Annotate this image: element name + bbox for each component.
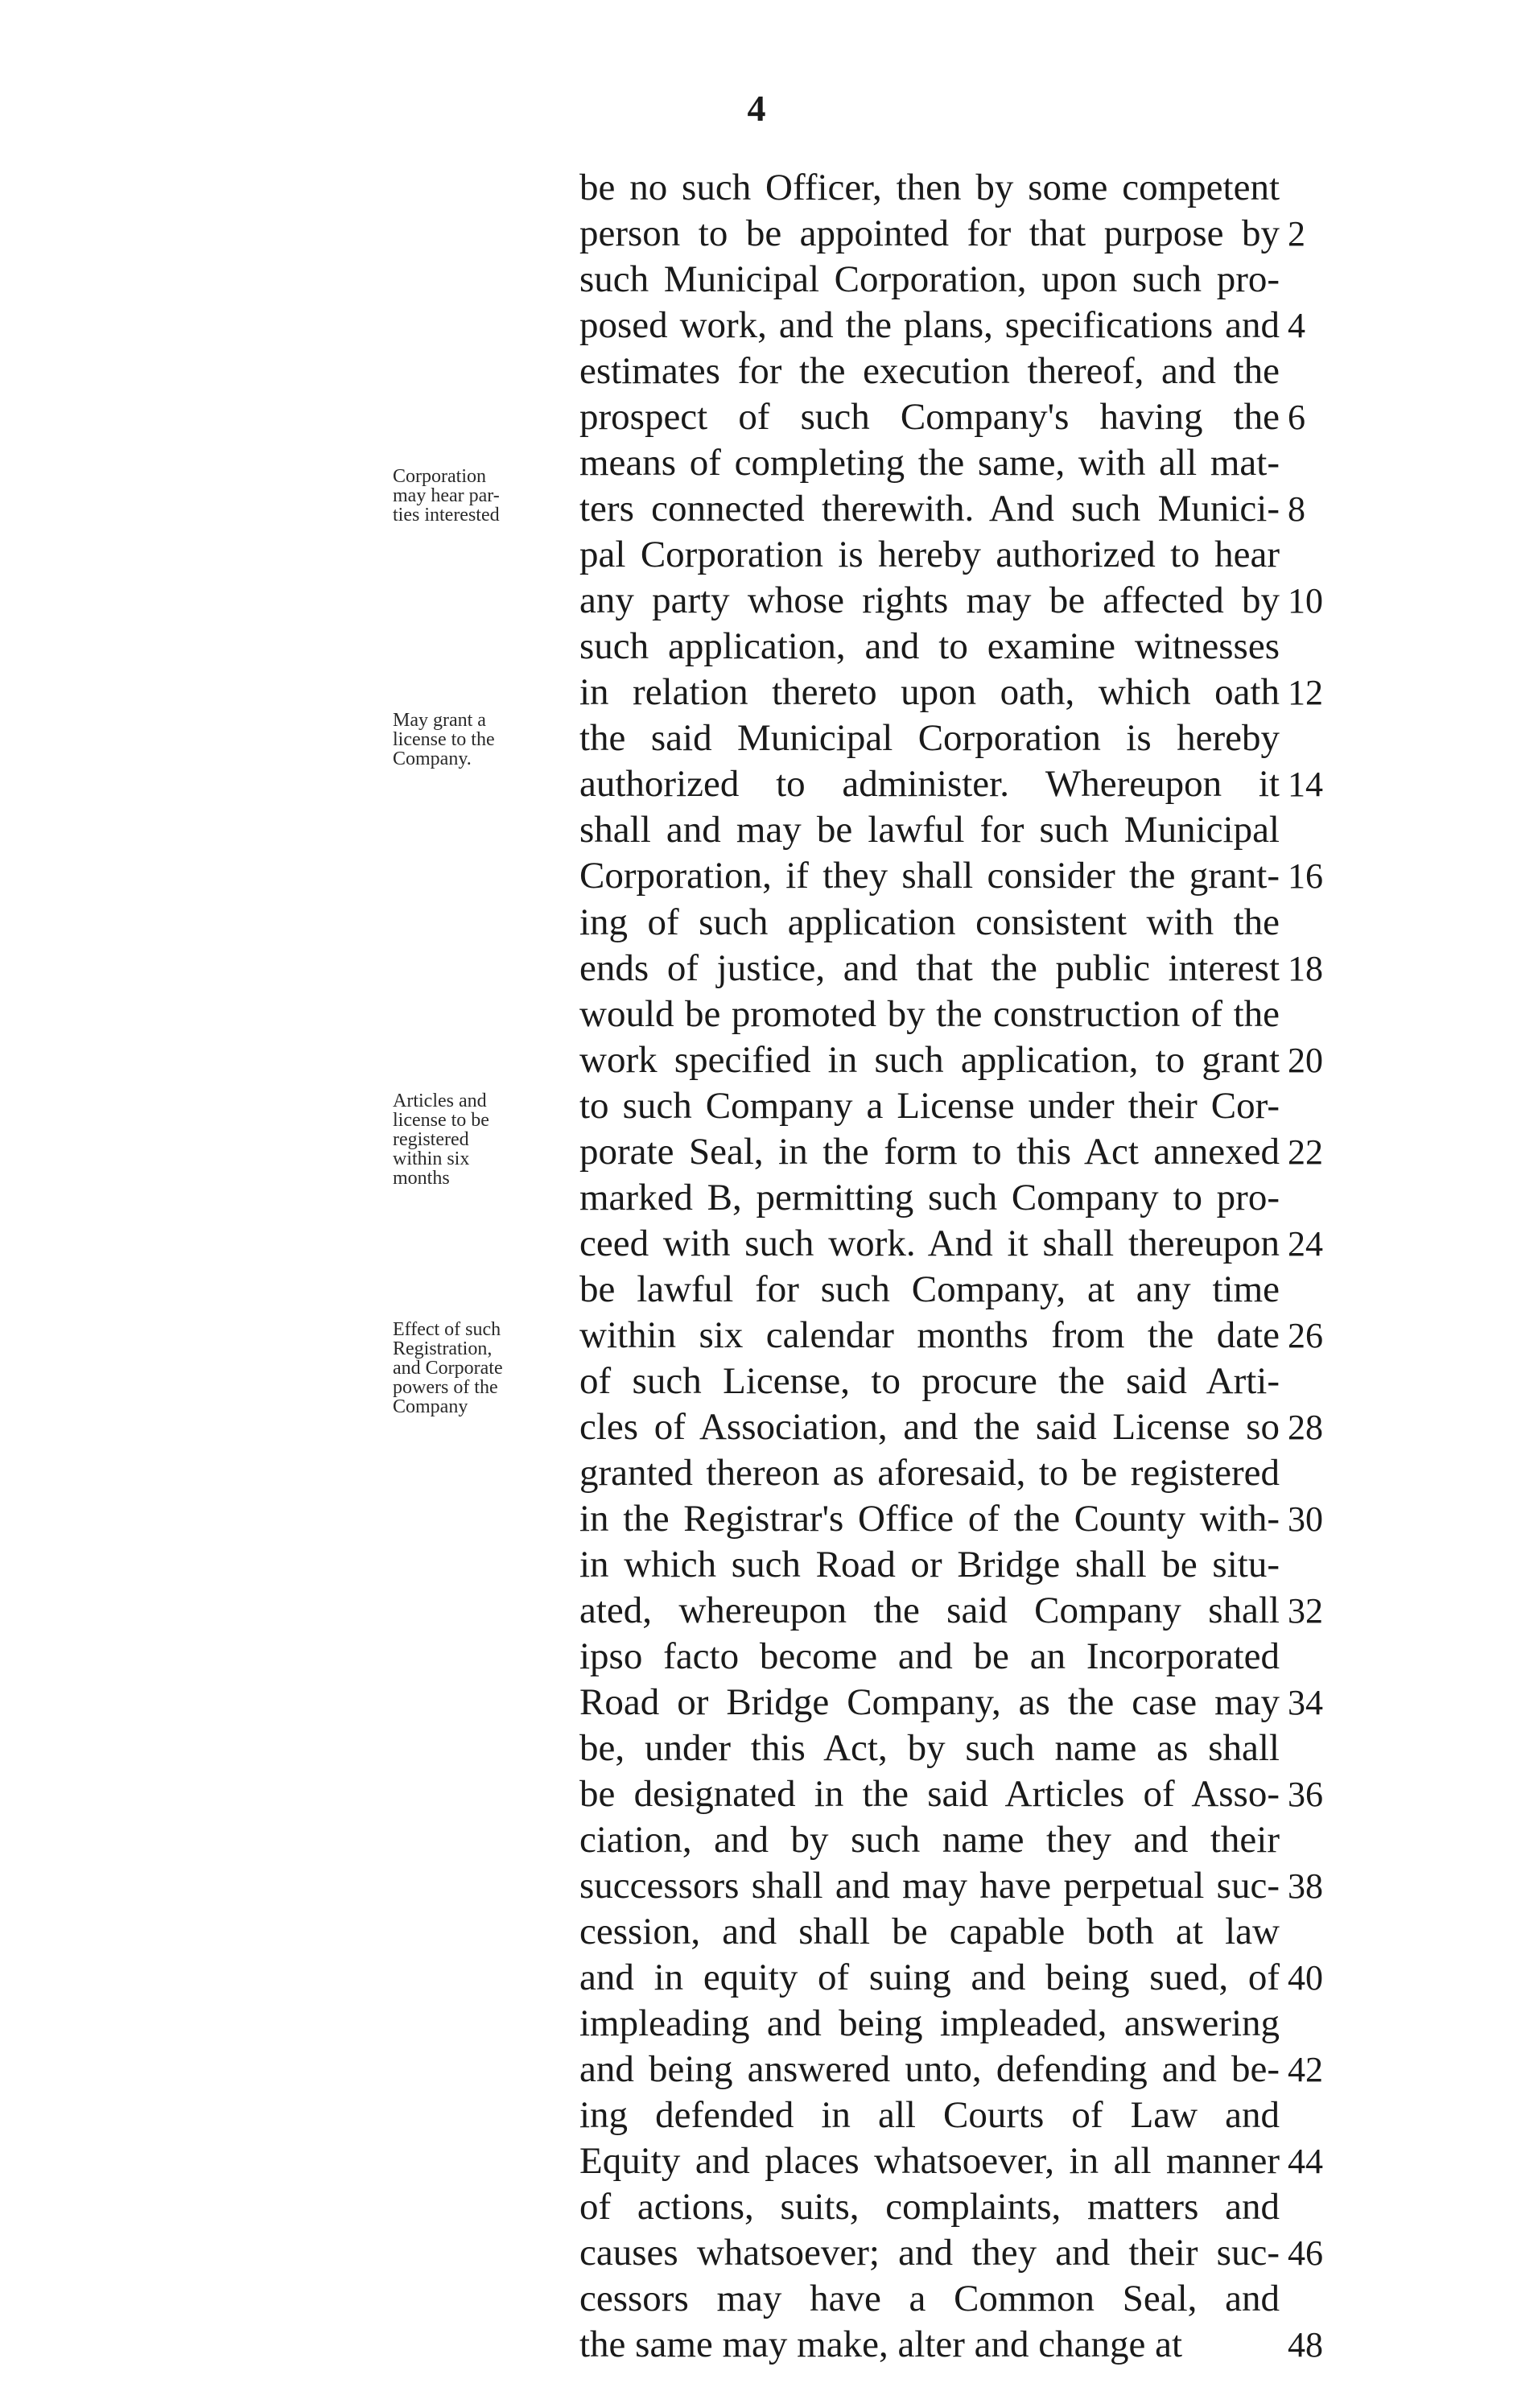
line-number: 46 (1288, 2233, 1323, 2274)
text-line (579, 165, 1280, 211)
text-line (579, 624, 1280, 670)
text-line-content: Road or Bridge Company, as the case may (579, 1681, 1280, 1724)
text-line (579, 1129, 1323, 1175)
text-line-content: of actions, suits, complaints, matters and (579, 2186, 1280, 2229)
text-line (579, 394, 1305, 440)
line-number: 20 (1288, 1040, 1323, 1080)
text-line (579, 715, 1280, 761)
line-number: 40 (1288, 1958, 1323, 1998)
text-line-content: prospect of such Company's having the (579, 396, 1280, 439)
margin-note-line: Company (393, 1396, 468, 1417)
text-line (579, 303, 1305, 348)
body-text (579, 165, 1323, 2369)
margin-note-line: license to the (393, 729, 495, 750)
text-line-content: ing defended in all Courts of Law and (579, 2094, 1280, 2137)
text-line-content: authorized to administer. Whereupon it (579, 763, 1280, 806)
text-line (579, 2276, 1280, 2322)
text-line-content: pal Corporation is hereby authorized to hear (579, 534, 1280, 576)
line-number: 42 (1288, 2050, 1323, 2090)
text-line-content: impleading and being impleaded, answering (579, 2002, 1280, 2045)
text-line-content: be no such Officer, then by some competent (579, 167, 1280, 208)
text-line-content: be lawful for such Company, at any time (579, 1268, 1280, 1310)
margin-note-line: may hear par- (393, 485, 500, 506)
line-number: 30 (1288, 1499, 1323, 1539)
line-number: 10 (1288, 581, 1323, 621)
line-number: 8 (1288, 489, 1305, 530)
margin-note-articles-registered (393, 1091, 554, 1188)
text-line (579, 1817, 1280, 1863)
text-line (579, 257, 1280, 303)
text-line-content: ters connected therewith. And such Munici- (579, 488, 1280, 530)
text-line (579, 440, 1280, 486)
margin-note-corporation-may-hear (393, 467, 554, 525)
text-line-content: ends of justice, and that the public interest (579, 946, 1280, 989)
text-line-content: such Municipal Corporation, upon such pro- (579, 258, 1280, 301)
text-line-content: be designated in the said Articles of Asso- (579, 1773, 1280, 1816)
text-line-content: causes whatsoever; and they and their suc- (579, 2232, 1280, 2274)
text-line (579, 1496, 1323, 1542)
text-line (579, 1404, 1323, 1450)
text-line-content: such application, and to examine witnesses (579, 625, 1280, 668)
text-line-content: ing of such application consistent with the (579, 901, 1280, 943)
text-line-content: and in equity of suing and being sued, of (579, 1956, 1280, 1999)
text-line-content: cessors may have a Common Seal, and (579, 2278, 1280, 2320)
margin-note-line: months (393, 1168, 450, 1189)
text-line-content: successors shall and may have perpetual suc- (579, 1865, 1280, 1907)
text-line (579, 1771, 1323, 1817)
margin-note-line: Effect of such (393, 1319, 501, 1340)
margin-note-line: license to be (393, 1110, 489, 1131)
text-line (579, 211, 1305, 257)
text-line (579, 1680, 1323, 1726)
line-number: 18 (1288, 948, 1323, 988)
margin-note-line: Company. (393, 748, 472, 769)
text-line-content: cession, and shall be capable both at law (579, 1911, 1280, 1953)
text-line-content: to such Company a License under their Cor- (579, 1084, 1280, 1127)
text-line-content: estimates for the execution thereof, and the (579, 350, 1280, 393)
line-number: 44 (1288, 2142, 1323, 2182)
text-line (579, 532, 1280, 578)
margin-note-effect-of-registration (393, 1320, 554, 1416)
text-line (579, 1267, 1280, 1313)
text-line (579, 900, 1280, 946)
text-line-content: Corporation, if they shall consider the grant- (579, 855, 1280, 897)
text-line-content: work specified in such application, to grant (579, 1038, 1280, 1081)
text-line (579, 1909, 1280, 1955)
line-number: 4 (1288, 306, 1305, 346)
text-line-content: means of completing the same, with all mat- (579, 442, 1280, 484)
text-line-content: Equity and places whatsoever, in all manner (579, 2140, 1280, 2183)
line-number: 16 (1288, 856, 1323, 897)
text-line (579, 1313, 1323, 1359)
text-line (579, 853, 1323, 899)
text-line-content: be, under this Act, by such name as shall (579, 1727, 1280, 1770)
text-line-content: the same may make, alter and change at (579, 2323, 1183, 2366)
margin-note-line: Corporation (393, 466, 486, 487)
text-line-content: ceed with such work. And it shall thereupon (579, 1222, 1280, 1264)
text-line-content: marked B, permitting such Company to pro- (579, 1176, 1280, 1218)
text-line (579, 946, 1323, 992)
margin-note-may-grant-license (393, 711, 554, 769)
text-line-content: cles of Association, and the said License so (579, 1405, 1280, 1448)
text-line (579, 1588, 1323, 1634)
text-line-content: ated, whereupon the said Company shall (579, 1589, 1280, 1631)
text-line (579, 1221, 1323, 1267)
text-line-content: ciation, and by such name they and their (579, 1819, 1280, 1862)
line-number: 26 (1288, 1315, 1323, 1355)
text-line-content: ipso facto become and be an Incorporated (579, 1635, 1280, 1677)
margin-note-line: and Corporate (393, 1358, 503, 1379)
text-line-content: shall and may be lawful for such Municipal (579, 809, 1280, 851)
line-number: 38 (1288, 1866, 1323, 1907)
text-line (579, 2047, 1323, 2093)
line-number: 34 (1288, 1683, 1323, 1723)
line-number: 6 (1288, 398, 1305, 438)
text-line (579, 1542, 1280, 1588)
margin-note-line: powers of the (393, 1377, 498, 1398)
text-line-content: in which such Road or Bridge shall be situ- (579, 1543, 1280, 1585)
text-line (579, 1359, 1280, 1404)
line-number: 28 (1288, 1407, 1323, 1447)
text-line (579, 992, 1280, 1037)
line-number: 48 (1288, 2325, 1323, 2365)
text-line (579, 2184, 1280, 2230)
text-line-content: posed work, and the plans, specifications and (579, 304, 1280, 347)
text-line (579, 2138, 1323, 2184)
text-line (579, 578, 1323, 624)
margin-note-line: within six (393, 1148, 470, 1169)
line-number: 36 (1288, 1775, 1323, 1815)
text-line-content: granted thereon as aforesaid, to be registered (579, 1451, 1280, 1494)
line-number: 24 (1288, 1223, 1323, 1264)
text-line-content: of such License, to procure the said Arti- (579, 1359, 1280, 1402)
text-line (579, 670, 1323, 715)
text-line (579, 2322, 1323, 2368)
text-line (579, 1175, 1280, 1221)
text-line (579, 761, 1323, 807)
text-line (579, 807, 1280, 853)
line-number: 22 (1288, 1132, 1323, 1172)
text-line (579, 1726, 1280, 1771)
text-line-content: in relation thereto upon oath, which oath (579, 671, 1280, 714)
page-number: 4 (747, 88, 766, 129)
text-line-content: any party whose rights may be affected by (579, 579, 1280, 622)
text-line (579, 1450, 1280, 1496)
text-line-content: the said Municipal Corporation is hereby (579, 717, 1280, 760)
text-line (579, 1083, 1280, 1129)
text-line-content: within six calendar months from the date (579, 1313, 1280, 1356)
text-line (579, 1634, 1280, 1680)
text-line (579, 1863, 1323, 1909)
text-line (579, 2001, 1280, 2047)
text-line (579, 1955, 1323, 2001)
text-line (579, 2230, 1323, 2276)
line-number: 2 (1288, 214, 1305, 254)
text-line-content: person to be appointed for that purpose by (579, 212, 1280, 255)
text-line-content: would be promoted by the construction of the (579, 992, 1280, 1035)
text-line (579, 348, 1280, 394)
text-line-content: and being answered unto, defending and be- (579, 2048, 1280, 2091)
line-number: 14 (1288, 765, 1323, 805)
text-line (579, 486, 1305, 532)
text-line-content: porate Seal, in the form to this Act annexed (579, 1130, 1280, 1173)
margin-note-line: May grant a (393, 710, 486, 731)
text-line-content: in the Registrar's Office of the County with- (579, 1497, 1280, 1540)
margin-note-line: Articles and (393, 1091, 487, 1111)
margin-note-line: ties interested (393, 505, 500, 526)
line-number: 12 (1288, 673, 1323, 713)
margin-note-line: registered (393, 1129, 469, 1150)
text-line (579, 2093, 1280, 2138)
line-number: 32 (1288, 1590, 1323, 1631)
margin-note-line: Registration, (393, 1338, 493, 1359)
text-line (579, 1037, 1323, 1083)
